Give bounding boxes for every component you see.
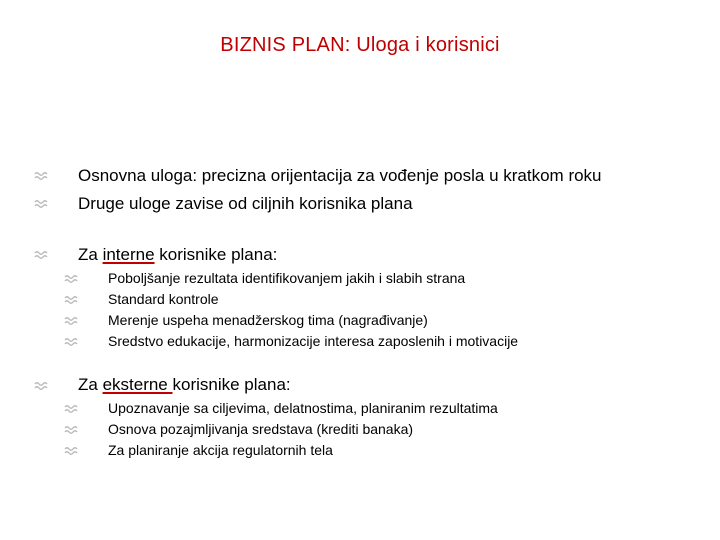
eksterne-item: Za planiranje akcija regulatornih tela — [108, 442, 333, 458]
interne-suffix: korisnike plana: — [154, 245, 278, 264]
wave-bullet-icon — [64, 337, 80, 347]
main-item-1: Osnovna uloga: precizna orijentacija za vođenje posla u kratkom roku — [78, 166, 602, 185]
wave-bullet-icon — [64, 446, 80, 456]
wave-bullet-icon — [34, 199, 50, 209]
eksterne-prefix: Za — [78, 375, 103, 394]
wave-bullet-icon — [64, 425, 80, 435]
interne-keyword: interne — [102, 245, 155, 264]
eksterne-item: Upoznavanje sa ciljevima, delatnostima, planiranim rezultatima — [108, 400, 498, 416]
wave-bullet-icon — [34, 381, 50, 391]
eksterne-heading — [78, 375, 291, 395]
wave-bullet-icon — [64, 274, 80, 284]
interne-item: Poboljšanje rezultata identifikovanjem jakih i slabih strana — [108, 270, 466, 286]
wave-bullet-icon — [64, 404, 80, 414]
interne-heading — [78, 245, 277, 265]
wave-bullet-icon — [64, 316, 80, 326]
interne-item: Standard kontrole — [108, 291, 219, 307]
interne-item: Sredstvo edukacije, harmonizacije interesa zaposlenih i motivacije — [108, 333, 519, 349]
eksterne-suffix: korisnike plana: — [172, 375, 291, 394]
slide-title: BIZNIS PLAN: Uloga i korisnici — [220, 34, 500, 56]
eksterne-item: Osnova pozajmljivanja sredstava (krediti banaka) — [108, 421, 414, 437]
interne-prefix: Za — [78, 245, 103, 264]
wave-bullet-icon — [34, 171, 50, 181]
eksterne-keyword: eksterne — [102, 375, 173, 394]
main-item-2: Druge uloge zavise od ciljnih korisnika plana — [78, 194, 413, 213]
interne-item: Merenje uspeha menadžerskog tima (nagrađivanje) — [108, 312, 428, 328]
wave-bullet-icon — [64, 295, 80, 305]
wave-bullet-icon — [34, 250, 50, 260]
